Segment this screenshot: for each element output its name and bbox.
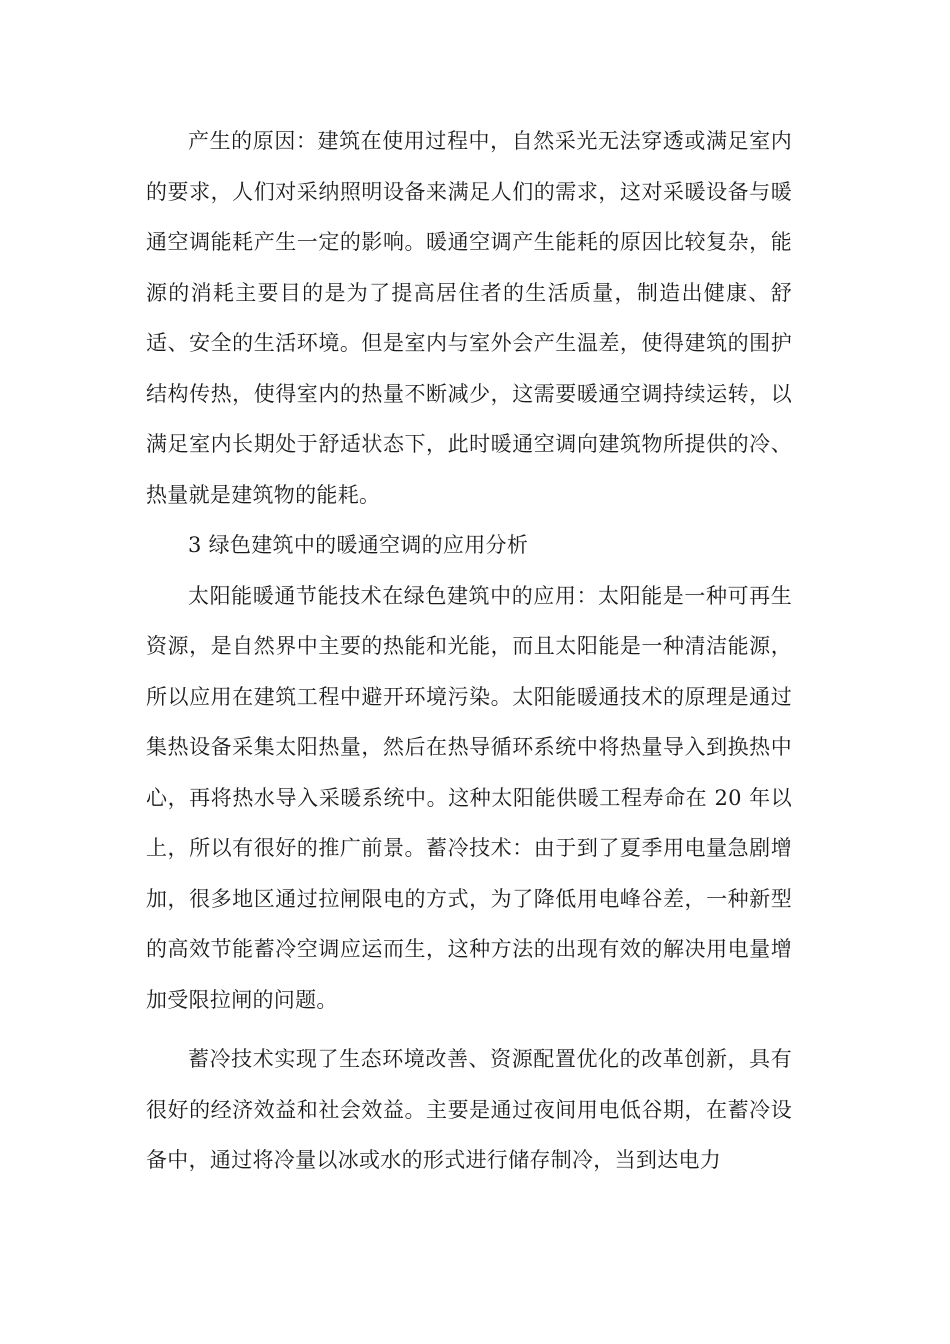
document-page xyxy=(146,116,792,1186)
paragraph-energy-cause: 产生的原因：建筑在使用过程中，自然采光无法穿透或满足室内的要求，人们对采纳照明设备来满足人们的需求，这对采暖设备与暖通空调能耗产生一定的影响。暖通空调产生能耗的原因比较复杂，能源的消耗主要目的是为了提高居住者的生活质量，制造出健康、舒适、安全的生活环境。但是室内与室外会产生温差，使得建筑的围护结构传热，使得室内的热量不断减少，这需要暖通空调持续运转，以满足室内长期处于舒适状态下，此时暖通空调向建筑物所提供的冷、热量就是建筑物的能耗。 xyxy=(146,129,792,507)
section-heading: 3 绿色建筑中的暖通空调的应用分析 xyxy=(188,533,529,557)
paragraph-solar-hvac: 太阳能暖通节能技术在绿色建筑中的应用：太阳能是一种可再生资源，是自然界中主要的热能和光能，而且太阳能是一种清洁能源，所以应用在建筑工程中避开环境污染。太阳能暖通技术的原理是通过集热设备采集太阳热量，然后在热导循环系统中将热量导入到换热中心，再将热水导入采暖系统中。这种太阳能供暖工程寿命在 20 年以上，所以有很好的推广前景。蓄冷技术：由于到了夏季用电量急剧增加，很多地区通过拉闸限电的方式，为了降低用电峰谷差，一种新型的高效节能蓄冷空调应运而生，这种方法的出现有效的解决用电量增加受限拉闸的问题。 xyxy=(146,583,792,1012)
paragraph-spacer xyxy=(146,1025,792,1034)
paragraph-cold-storage: 蓄冷技术实现了生态环境改善、资源配置优化的改革创新，具有很好的经济效益和社会效益。主要是通过夜间用电低谷期，在蓄冷设备中，通过将冷量以冰或水的形式进行储存制冷，当到达电力 xyxy=(146,1047,792,1172)
